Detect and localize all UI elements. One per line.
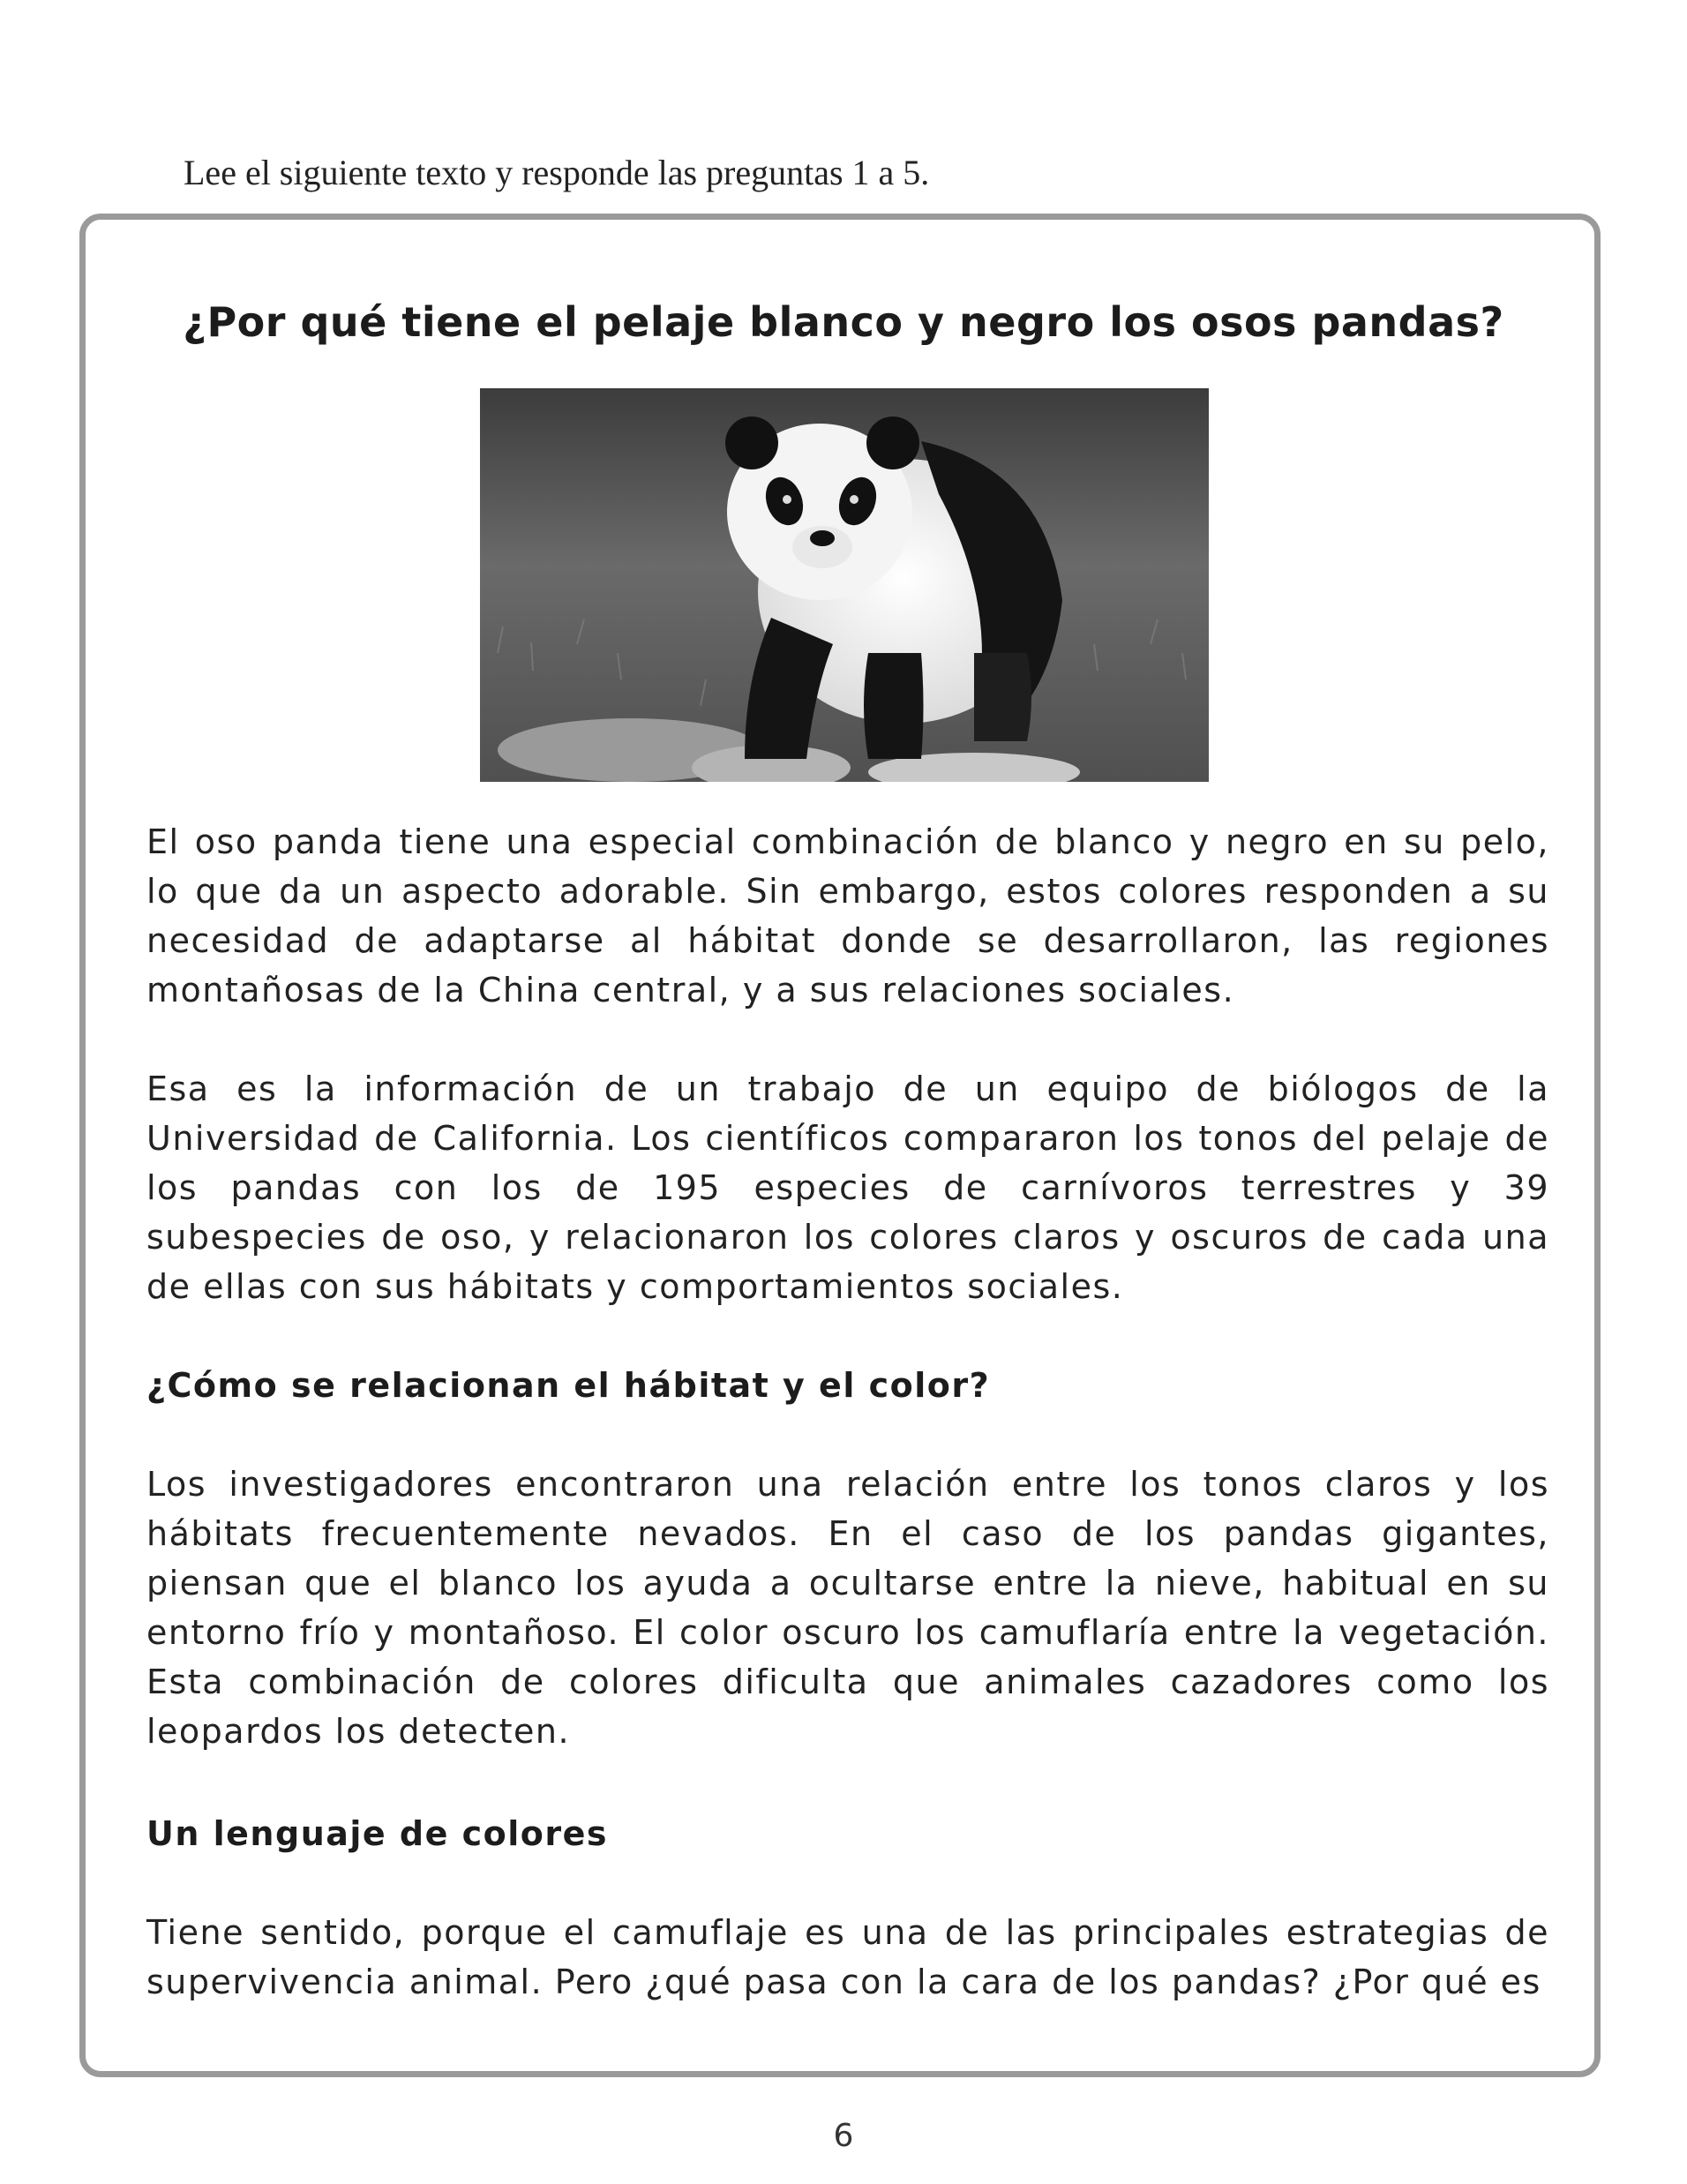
paragraph-text: Los investigadores encontraron una relación entre los tonos claros y los hábitats frecuentemente nevados. En el caso de los pandas gigantes, piensan que el blanco los ayuda a ocultarse entre la nieve, habitual en su entorno frío y montañoso. El color oscuro los camuflaría entre la vegetación. Esta combinación de colores dificulta que animales cazadores como los leopardos los detecten. [146,1465,1549,1751]
paragraph-text: El oso panda tiene una especial combinación de blanco y negro en su pelo, lo que da un aspecto adorable. Sin embargo, estos colores responden a su necesidad de adaptarse al hábitat donde se desarrollaron, las regiones montañosas de la China central, y a sus relaciones sociales. [146,822,1549,1009]
subheading: Un lenguaje de colores [146,1814,609,1853]
article-title: ¿Por qué tiene el pelaje blanco y negro los osos pandas? [183,298,1504,346]
subheading: ¿Cómo se relacionan el hábitat y el color? [146,1366,991,1405]
article-paragraph-4 [146,1908,1549,2007]
page-number: 6 [833,2118,854,2154]
paragraph-text: Esa es la información de un trabajo de un equipo de biólogos de la Universidad de California. Los científicos compararon los tonos del pelaje de los pandas con los de 195 especies de carnívoros terrestres y 39 subespecies de oso, y relacionaron los colores claros y oscuros de cada una de ellas con sus hábitats y comportamientos sociales. [146,1069,1549,1306]
article-paragraph-3 [146,1460,1549,1756]
paragraph-text: Tiene sentido, porque el camuflaje es una de las principales estrategias de supervivencia animal. Pero ¿qué pasa con la cara de los pandas? ¿Por qué es [146,1913,1549,2001]
article-paragraph-1 [146,817,1549,1015]
article-paragraph-2 [146,1064,1549,1311]
section-heading-habitat [146,1361,1549,1410]
instruction-text: Lee el siguiente texto y responde las preguntas 1 a 5. [184,153,930,192]
section-heading-colors [146,1809,1549,1858]
panda-photo [480,388,1209,782]
